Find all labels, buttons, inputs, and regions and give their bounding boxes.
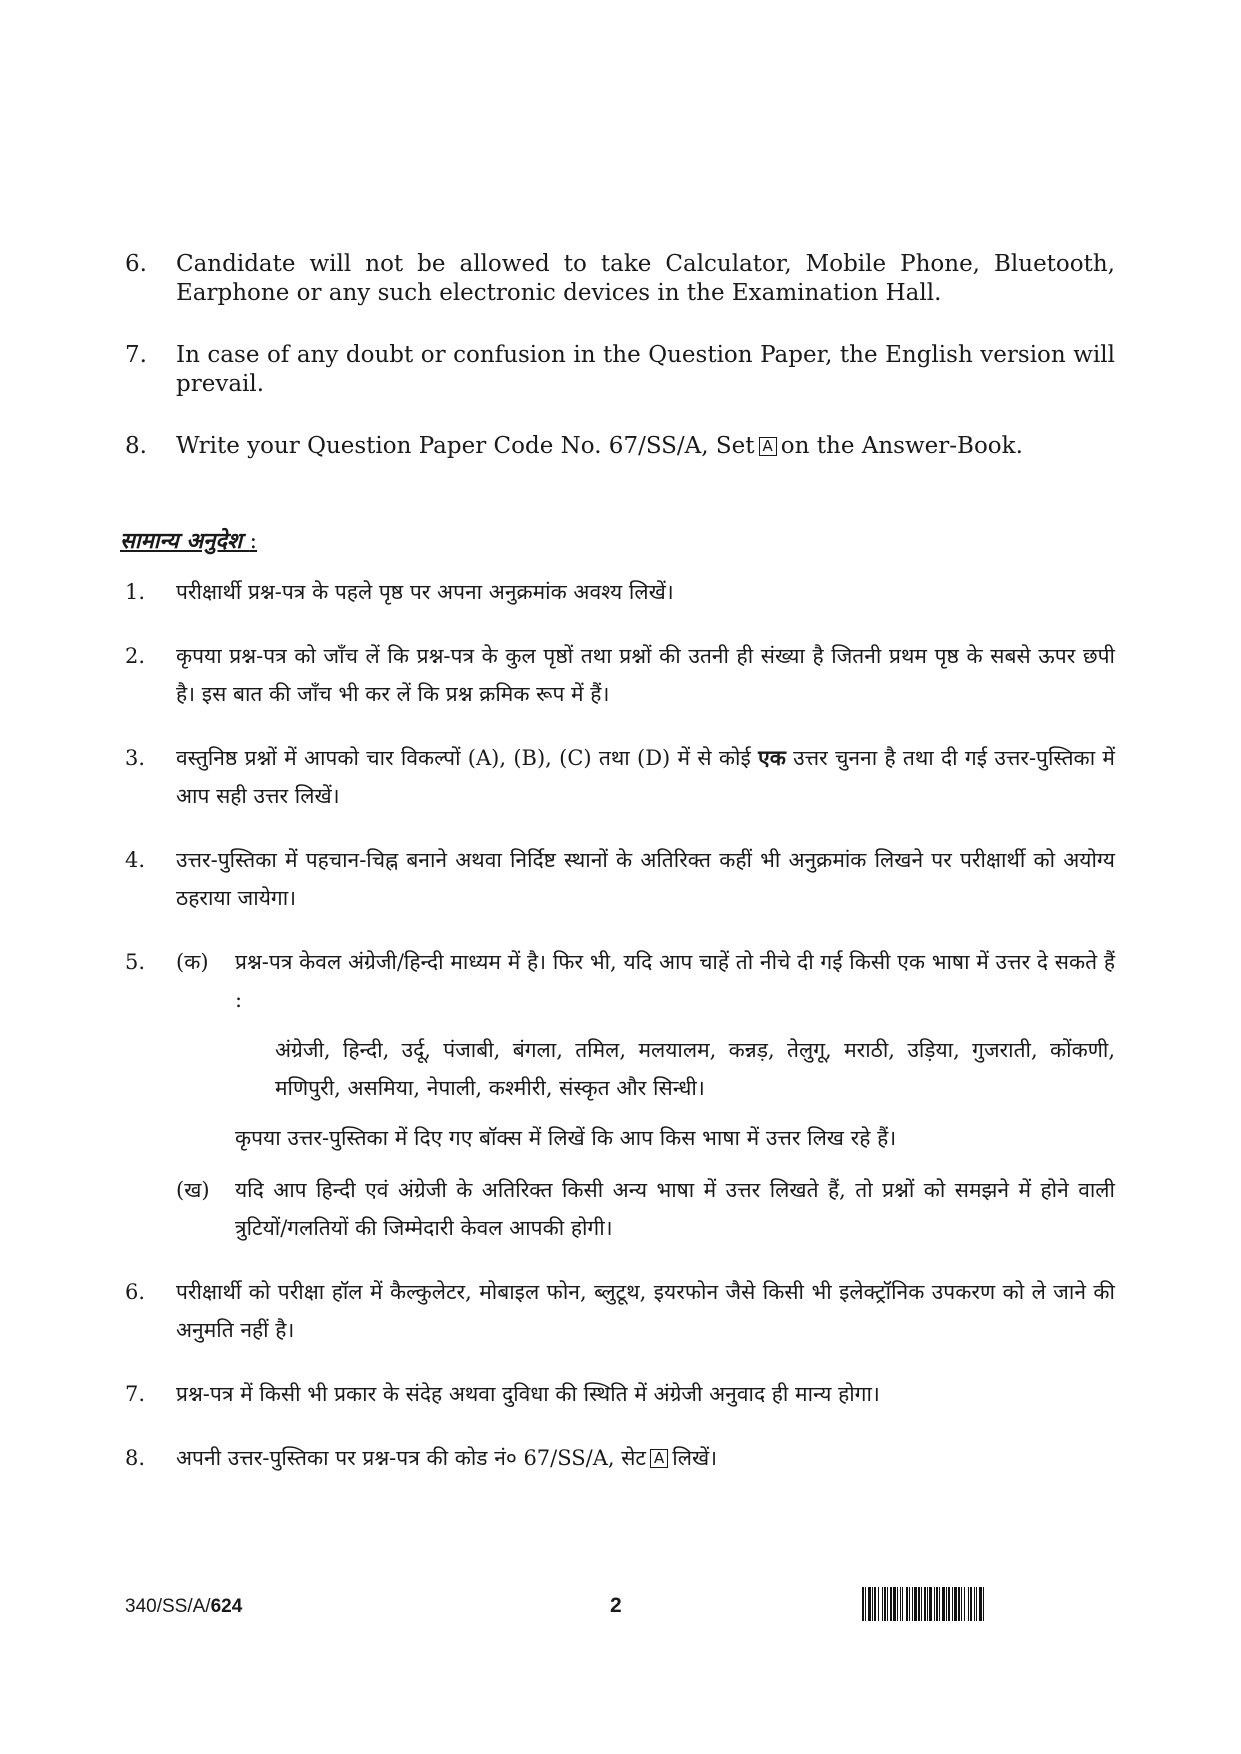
barcode-bar [865,1587,866,1621]
item-number: 2. [125,644,146,668]
hindi-heading-colon: : [249,529,258,554]
barcode-bar [974,1587,975,1621]
item-text-after: on the Answer-Book. [780,433,1023,459]
english-instruction-6 [125,250,1115,308]
barcode-bar [884,1587,886,1621]
english-instruction-8 [125,432,1115,461]
barcode-bar [934,1587,935,1621]
barcode-bar [918,1587,920,1621]
barcode-bar [929,1587,932,1621]
item-text-after: लिखें। [672,1446,718,1470]
item-text: प्रश्न-पत्र में किसी भी प्रकार के संदेह अथवा दुविधा की स्थिति में अंग्रेजी अनुवाद ही मान्य होगा। [176,1382,880,1406]
barcode-bar [946,1587,947,1621]
item-number: 6. [125,251,147,277]
barcode-bar [897,1587,898,1621]
item-text: In case of any doubt or confusion in the Question Paper, the English version will prevail. [176,342,1115,397]
item-text: परीक्षार्थी प्रश्न-पत्र के पहले पृष्ठ पर अपना अनुक्रमांक अवश्य लिखें। [176,580,674,604]
sub-item-text: यदि आप हिन्दी एवं अंग्रेजी के अतिरिक्त किसी अन्य भाषा में उत्तर लिखते हैं, तो प्रश्नों को समझने में होने वाली त्रुटियों/गलतियों की जिम्मेदारी केवल आपकी होगी। [235,1178,1115,1240]
sub-item-label: (क) [176,950,209,974]
language-list: अंग्रेजी, हिन्दी, उर्दू, पंजाबी, बंगला, तमिल, मलयालम, कन्नड़, तेलुगू, मराठी, उड़िया, गुजराती, कोंकणी, मणिपुरी, असमिया, नेपाली, कश्मीरी, संस्कृत और सिन्धी। [275,1038,1115,1100]
item-number: 3. [125,746,146,770]
barcode-bar [893,1587,896,1621]
item-text-before: अपनी उत्तर-पुस्तिका पर प्रश्न-पत्र की कोड नं० 67/SS/A, सेट [176,1446,647,1470]
item-number: 1. [125,580,146,604]
hindi-instruction-3 [125,739,1115,815]
sub-item-text: प्रश्न-पत्र केवल अंग्रेजी/हिन्दी माध्यम में है। फिर भी, यदि आप चाहें तो नीचे दी गई किसी एक भाषा में उत्तर दे सकते हैं : [235,950,1115,1012]
hindi-instruction-2 [125,637,1115,713]
hindi-instruction-8 [125,1439,1115,1477]
barcode-bar [914,1587,917,1621]
english-instruction-7 [125,341,1115,399]
barcode-bar [952,1587,953,1621]
barcode-bar [882,1587,883,1621]
barcode-bar [942,1587,945,1621]
item-number: 4. [125,848,146,872]
barcode [862,1587,1115,1621]
hindi-heading-text: सामान्य अनुदेश [120,528,242,554]
paper-code [125,1596,242,1618]
barcode-bar [872,1587,873,1621]
english-instructions [125,250,1115,494]
barcode-bar [874,1587,876,1621]
barcode-bar [983,1587,984,1621]
item-number: 6. [125,1280,146,1304]
barcode-bar [862,1587,864,1621]
barcode-bar [976,1587,977,1621]
item-number: 8. [125,433,147,459]
item-text-before: वस्तुनिष्ठ प्रश्नों में आपको चार विकल्पों (A), (B), (C) तथा (D) में से कोई [176,746,751,770]
item-number: 5. [125,950,146,974]
item-number: 7. [125,1382,146,1406]
item-text [176,739,1115,815]
hindi-instruction-4 [125,841,1115,917]
item-text [176,432,1115,461]
hindi-heading [120,525,257,555]
paper-code-bold: 624 [210,1596,243,1617]
page-number: 2 [610,1594,622,1617]
barcode-bar [868,1587,871,1621]
item-text: कृपया प्रश्न-पत्र को जाँच लें कि प्रश्न-पत्र के कुल पृष्ठों तथा प्रश्नों की उतनी ही संख्या है जितनी प्रथम पृष्ठ के सबसे ऊपर छपी है। इस बात की जाँच भी कर लें कि प्रश्न क्रमिक रूप में हैं। [176,644,1115,706]
barcode-bar [948,1587,950,1621]
barcode-bar [902,1587,903,1621]
hindi-instructions [125,573,1115,1503]
barcode-bar [961,1587,962,1621]
barcode-bar [909,1587,910,1621]
item-text: Candidate will not be allowed to take Calculator, Mobile Phone, Bluetooth, Earphone or any such electronic devices in the Examination Hall. [176,251,1115,306]
barcode-bar [936,1587,938,1621]
barcode-bar [921,1587,922,1621]
hindi-instruction-5 [125,943,1115,1247]
barcode-bar [887,1587,888,1621]
barcode-bar [890,1587,892,1621]
item-text: उत्तर-पुस्तिका में पहचान-चिह्न बनाने अथवा निर्दिष्ट स्थानों के अतिरिक्त कहीं भी अनुक्रमांक लिखने पर परीक्षार्थी को अयोग्य ठहराया जायेगा। [176,848,1115,910]
barcode-bar [906,1587,908,1621]
barcode-bar [878,1587,879,1621]
paper-code-prefix: 340/SS/A/ [125,1596,211,1617]
barcode-bar [939,1587,940,1621]
set-box: A [650,1449,668,1468]
hindi-instruction-7 [125,1375,1115,1413]
hindi-instruction-1 [125,573,1115,611]
item-text-before: Write your Question Paper Code No. 67/SS/A, Set [176,433,755,459]
barcode-bar [970,1587,972,1621]
item-text: परीक्षार्थी को परीक्षा हॉल में कैल्कुलेटर, मोबाइल फोन, ब्लुटूथ, इयरफोन जैसे किसी भी इलेक्ट्रॉनिक उपकरण को ले जाने की अनुमति नहीं है। [176,1280,1115,1342]
language-note: कृपया उत्तर-पुस्तिका में दिए गए बॉक्स में लिखें कि आप किस भाषा में उत्तर लिख रहे हैं। [235,1126,897,1150]
hindi-instruction-6 [125,1273,1115,1349]
item-text-bold: एक [758,745,786,770]
barcode-bar [979,1587,982,1621]
barcode-bar [912,1587,913,1621]
sub-item-label: (ख) [176,1178,210,1202]
barcode-bar [958,1587,960,1621]
barcode-bar [900,1587,901,1621]
set-box: A [759,437,777,456]
item-number: 7. [125,342,147,368]
sub-item-kha [176,1171,1115,1247]
item-text-after: उत्तर चुनना है तथा दी गई उत्तर-पुस्तिका में आप सही उत्तर लिखें। [176,746,1115,808]
barcode-bar [954,1587,957,1621]
barcode-bar [927,1587,928,1621]
barcode-bar [968,1587,969,1621]
sub-item-ka [176,943,1115,1157]
item-text [176,1439,1115,1477]
barcode-bar [924,1587,926,1621]
item-number: 8. [125,1446,146,1470]
barcode-bar [964,1587,965,1621]
